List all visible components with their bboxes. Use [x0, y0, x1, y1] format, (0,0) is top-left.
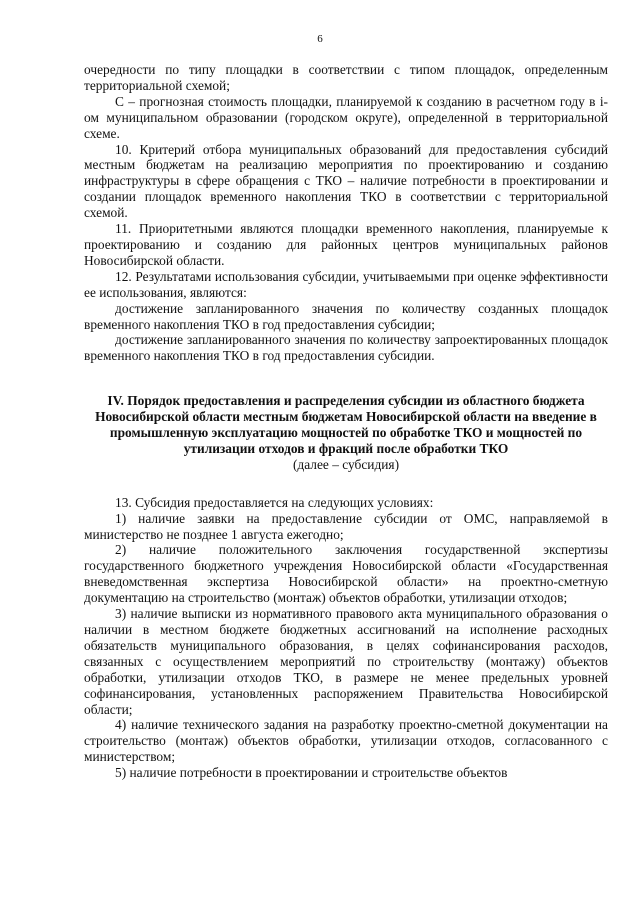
- paragraph: 12. Результатами использования субсидии, учитываемыми при оценке эффективности ее использования, являются:: [84, 268, 608, 300]
- paragraphs-top: [84, 62, 608, 364]
- paragraph: 3) наличие выписки из нормативного правового акта муниципального образования о наличии в местном бюджете бюджетных ассигнований на исполнение расходных обязательств муниципального образования, в целях софинансирования расходов, связанных с осуществлением мероприятий по строительству (монтажу) объектов обработки, утилизации отходов ТКО, в размере не менее предельных уровней софинансирования, установленных распоряжением Правительства Новосибирской области;: [84, 606, 608, 717]
- paragraph: 4) наличие технического задания на разработку проектно-сметной документации на строительство (монтаж) объектов обработки, утилизации отходов, согласованного с министерством;: [84, 717, 608, 765]
- page-number: 6: [317, 33, 323, 45]
- paragraph: достижение запланированного значения по количеству запроектированных площадок временного накопления ТКО в год предоставления субсидии.: [84, 332, 608, 364]
- paragraph: 11. Приоритетными являются площадки временного накопления, планируемые к проектированию и созданию для районных центров муниципальных районов Новосибирской области.: [84, 221, 608, 268]
- paragraph: очередности по типу площадки в соответствии с типом площадок, определенным территориальной схемой;: [84, 62, 608, 93]
- paragraph: 1) наличие заявки на предоставление субсидии от ОМС, направляемой в министерство не позднее 1 августа ежегодно;: [84, 510, 608, 542]
- paragraphs-bottom: [84, 495, 608, 781]
- paragraph: C – прогнозная стоимость площадки, планируемой к созданию в расчетном году в i-ом муниципальном образовании (городском округе), определенной в территориальной схеме.: [84, 93, 608, 141]
- paragraph: достижение запланированного значения по количеству созданных площадок временного накопления ТКО в год предоставления субсидии;: [84, 300, 608, 332]
- paragraph: 2) наличие положительного заключения государственной экспертизы государственного бюджетного учреждения Новосибирской области «Государственная вневедомственная экспертиза Новосибирской области» на проектно-сметную документацию на строительство (монтаж) объектов обработки, утилизации отходов;: [84, 542, 608, 606]
- section-heading: IV. Порядок предоставления и распределения субсидии из областного бюджета Новосибирской области местным бюджетам Новосибирской области на введение в промышленную эксплуатацию мощностей по обработке ТКО и мощностей по утилизации отходов и фракций после обработки ТКО: [95, 393, 597, 456]
- paragraph: 13. Субсидия предоставляется на следующих условиях:: [115, 494, 434, 510]
- section-subheading: (далее – субсидия): [292, 456, 400, 472]
- paragraph: 10. Критерий отбора муниципальных образований для предоставления субсидий местным бюджетам на реализацию мероприятия по проектированию и созданию инфраструктуры в сфере обращения с ТКО – наличие потребности в проектировании и создании площадок временного накопления ТКО в соответствии с территориальной схемой.: [84, 141, 608, 221]
- paragraph: 5) наличие потребности в проектировании и строительстве объектов: [115, 765, 508, 781]
- spacer: [84, 473, 608, 495]
- document-body: [84, 62, 608, 781]
